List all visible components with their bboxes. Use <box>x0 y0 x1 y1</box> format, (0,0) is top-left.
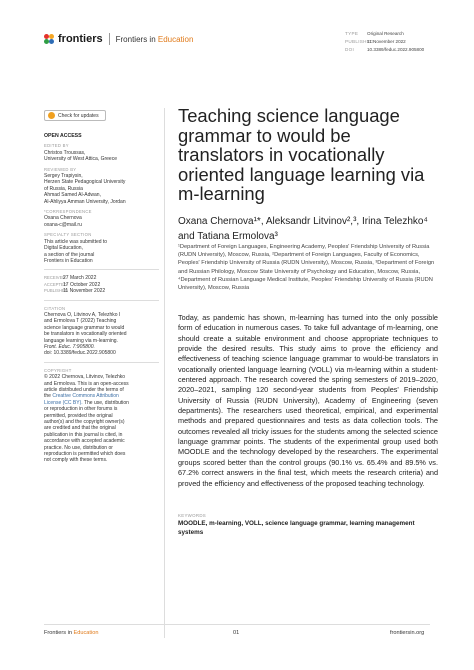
meta-key: TYPE <box>345 31 359 36</box>
citation-line: science language grammar to would <box>44 324 125 331</box>
reviewer-line: Herzen State Pedagogical University <box>44 179 126 186</box>
copyright-section <box>44 368 159 464</box>
journal-subject: Education <box>157 34 194 44</box>
date-label: PUBLISHED <box>44 288 68 294</box>
copyright-line: © 2022 Chernova, Litvinov, Telezhko <box>44 374 126 381</box>
journal-header <box>44 33 193 45</box>
date-value: 17 October 2022 <box>63 281 101 288</box>
keywords: MOODLE, m-learning, VOLL, science language grammar, learning management systems <box>178 520 415 536</box>
journal-prefix: Frontiers in <box>115 34 156 44</box>
article-abstract: Today, as pandemic has shown, m-learning has turned into the only possible form of education in numerous cases. To take full advantage of m-learning, one should create a suitable environment and choose appropriate techniques to provide the desired results. This study aims to prove the efficiency and effectiveness of teaching science language grammar to would-be translators in vocationally oriented language learning (VOLL) via m-learning within a student-centered approach. The research covered the spring semesters of 2019–2020, 2020–2021, sampling 120 second-year students from Peoples' Friendship University of Russia (RUDN University), Academy of Engineering (seven departments). The researchers used theoretical, empirical, and experimental methods and prepared questionnaires and tests as data collection tools. The outcomes revealed all tricky issues for the students among the selected science language grammar points. The students of the experimental group used both MOODLE and the technology developed by the researchers. The experimental groups scored better than the control groups (90.1% vs. 65.4% and 89.5% vs. 67.2% correct answers in the final test, which meets the research criteria) and proved the efficiency and effectiveness of the proposed teaching technology. <box>178 313 438 488</box>
copyright-line: reproduction is permitted which does <box>44 451 126 458</box>
doi-link[interactable]: 10.3389/feduc.2022.905800 <box>367 47 425 53</box>
specialty-line: Digital Education, <box>44 245 83 252</box>
brand-name[interactable]: frontiers <box>58 33 103 45</box>
section-label: EDITED BY <box>44 143 69 149</box>
reviewer-line: of Russia, Russia <box>44 185 83 192</box>
citation-line: language learning via m-learning. <box>44 337 118 344</box>
article-affiliations: ¹Department of Foreign Languages, Engineering Academy, Peoples' Friendship University of Russia (RUDN University), Moscow, Russia, ²Department of Foreign Languages, Faculty of Economics, Peoples' Friendship University of Russia (RUDN University), Moscow, Russia, ³Department of Foreign and Russian Philology, Moscow State University of Psychology and Education, Moscow, Russia, ⁴Department of Russian Language Medical Institute, Peoples' Friendship University of Russia (RUDN University), Moscow, Russia <box>178 244 435 292</box>
copyright-line: practice. No use, distribution or <box>44 444 113 451</box>
meta-published <box>345 38 424 46</box>
correspondence-name: Oxana Chernova <box>44 215 82 222</box>
copyright-line: author(s) and the copyright owner(s) <box>44 419 125 426</box>
date-published <box>44 288 159 294</box>
section-label: SPECIALTY SECTION <box>44 232 92 238</box>
meta-value: Original Research <box>367 31 404 36</box>
reviewer-line: Sergey Trapiysin, <box>44 173 83 180</box>
specialty-line: Frontiers in Education <box>44 257 93 264</box>
citation-doi[interactable]: doi: 10.3389/feduc.2022.905800 <box>44 350 116 357</box>
section-label: CITATION <box>44 305 66 311</box>
editor-line: University of West Attica, Greece <box>44 156 117 163</box>
journal-name[interactable] <box>116 35 194 44</box>
copyright-line: article distributed under the terms of <box>44 387 124 393</box>
specialty-section <box>44 232 159 264</box>
copyright-text: The use, distribution <box>83 399 129 406</box>
open-access-label: OPEN ACCESS <box>44 133 82 139</box>
page-number: 01 <box>233 630 240 636</box>
dates-section <box>44 275 159 294</box>
frontiers-logo-icon <box>44 34 55 45</box>
keywords-label: KEYWORDS <box>178 513 207 518</box>
specialty-line: a section of the journal <box>44 251 95 258</box>
check-updates-label: Check for updates <box>58 112 99 119</box>
meta-value: 11 November 2022 <box>367 39 406 45</box>
reviewed-by-section <box>44 167 159 205</box>
edited-by-section <box>44 143 159 162</box>
column-divider <box>164 108 165 638</box>
copyright-line: permitted, provided the original <box>44 412 113 419</box>
section-label: *CORRESPONDENCE <box>44 209 92 215</box>
citation-line: Front. Educ. 7:905800. <box>44 343 95 350</box>
copyright-line: are credited and that the original <box>44 425 116 432</box>
meta-key: PUBLISHED <box>345 39 374 45</box>
footer-site-link[interactable]: frontiersin.org <box>390 630 425 636</box>
specialty-line: This article was submitted to <box>44 238 108 245</box>
citation-line: Chernova O, Litvinov A, Telezhko I <box>44 311 121 318</box>
footer-journal[interactable] <box>44 630 98 636</box>
citation-line: be translators in vocationally oriented <box>44 331 127 338</box>
citation-line: and Ermolova T (2022) Teaching <box>44 318 117 325</box>
license-link[interactable]: Creative Commons Attribution <box>52 393 119 400</box>
copyright-line: publication in this journal is cited, in <box>44 431 123 438</box>
meta-type <box>345 30 424 38</box>
citation-section <box>44 306 159 357</box>
sidebar-divider <box>44 269 159 270</box>
footer-journal-subject: Education <box>73 630 99 636</box>
editor-line: Christos Troussas, <box>44 149 86 156</box>
license-link[interactable]: License (CC BY). <box>44 399 83 406</box>
date-label: RECEIVED <box>44 275 66 281</box>
meta-key: DOI <box>345 47 355 53</box>
date-value: 11 November 2022 <box>63 288 106 295</box>
update-check-icon <box>48 112 55 119</box>
sidebar <box>44 133 159 468</box>
copyright-line: and Ermolova. This is an open-access <box>44 380 129 387</box>
article-authors: Oxana Chernova¹*, Aleksandr Litvinov²,³, Irina Telezhko⁴ and Tatiana Ermolova³ <box>178 216 428 242</box>
footer-divider <box>44 624 430 625</box>
copyright-text: the <box>44 393 51 400</box>
reviewer-line: Ahmad Samed Al-Adwan, <box>44 192 101 199</box>
footer-journal-prefix: Frontiers in <box>44 630 72 636</box>
sidebar-divider <box>44 300 159 301</box>
sidebar-divider <box>44 362 159 363</box>
date-label: ACCEPTED <box>44 281 67 287</box>
header-divider <box>109 33 110 45</box>
correspondence-section <box>44 209 159 228</box>
section-label: REVIEWED BY <box>44 166 77 172</box>
copyright-line: or reproduction in other forums is <box>44 406 118 413</box>
article-meta <box>345 30 424 55</box>
correspondence-email[interactable]: oxana-c@mail.ru <box>44 221 82 228</box>
section-label: COPYRIGHT <box>44 367 72 373</box>
reviewer-line: Al-Ahliyya Amman University, Jordan <box>44 198 126 205</box>
copyright-line: not comply with these terms. <box>44 457 108 464</box>
article-title: Teaching science language grammar to would be translators in vocationally oriented language learning via m-learning <box>178 105 425 205</box>
meta-doi <box>345 46 424 54</box>
date-value: 27 March 2022 <box>63 275 97 282</box>
copyright-line: accordance with accepted academic <box>44 438 125 445</box>
check-for-updates-button[interactable] <box>44 110 106 121</box>
